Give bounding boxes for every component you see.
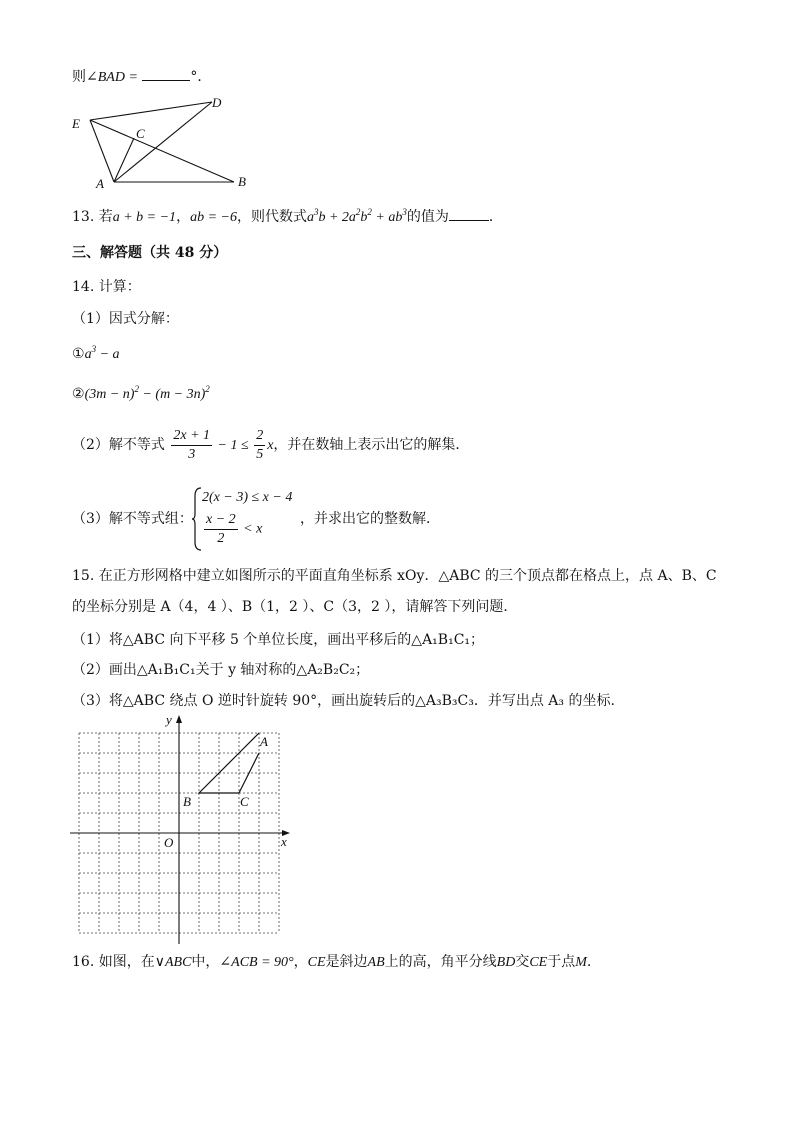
q12-label-B: B [238, 174, 246, 189]
q16-triangle: ∨ABC [154, 955, 192, 970]
q16-m: M [575, 955, 587, 970]
q13-tail: 的值为 [406, 209, 449, 225]
q13-sep: ， [176, 209, 191, 225]
triangle-ABC-side-CA [239, 733, 259, 753]
q13-end: ． [488, 209, 503, 225]
q12-expression: ∠BAD = [86, 70, 138, 85]
q16-number: 16. 如图，在 [72, 954, 155, 970]
q14-title: 14. 计算： [72, 279, 141, 295]
grid-label-B: B [183, 794, 191, 809]
q15-line-1: 15. 在正方形网格中建立如图所示的平面直角坐标系 xOy．△ABC 的三个顶点都在格点上，点 A、B、C [72, 568, 717, 584]
q14-part-2-prefix: （2）解不等式 [72, 437, 165, 453]
q13-condition-2: ab = −6 [190, 210, 237, 225]
q14-part-2 [72, 426, 469, 465]
q16-ce2: CE [529, 955, 548, 970]
q16-angle: ∠ACB = 90° [219, 955, 294, 970]
q14-item-2-mark: ② [72, 386, 85, 402]
q14-part-2-suffix: ，并在数轴上表示出它的解集． [273, 437, 470, 453]
q16-t4: 上的高，角平分线 [384, 954, 497, 970]
q14-inequality: $\frac{2x + 1}{3}$ − 1 ≤ $\frac{2}{5}$ x [173, 428, 274, 463]
q16-bd: BD [496, 955, 516, 970]
grid-label-x: x [281, 834, 287, 849]
q12-label-C: C [136, 126, 145, 141]
q12-geometry-figure [66, 92, 266, 192]
question-16 [72, 952, 591, 973]
q16-t2: ， [293, 954, 308, 970]
q15-step-1: （1）将△ABC 向下平移 5 个单位长度，画出平移后的△A₁B₁C₁； [72, 632, 485, 648]
q12-suffix: °． [190, 69, 212, 85]
q12-prefix: 则 [72, 69, 86, 85]
q13-number: 13. 若 [72, 209, 113, 225]
section-3-title: 三、解答题（共 48 分） [72, 245, 228, 261]
q12-label-E: E [72, 116, 80, 131]
q15-line-2: 的坐标分别是 A（4，4 ）、B（1，2 ）、C（3，2 ），请解答下列问题． [72, 599, 518, 615]
grid-label-A: A [260, 734, 268, 749]
q15-step-2: （2）画出△A₁B₁C₁关于 y 轴对称的△A₂B₂C₂； [72, 662, 370, 678]
q15-coordinate-grid [66, 712, 296, 947]
grid-label-C: C [240, 794, 249, 809]
q13-expression: $a^3b + 2a^2b^2 + ab^3$ [306, 207, 407, 225]
q13-mid: ，则代数式 [236, 209, 307, 225]
q14-item-2 [72, 384, 210, 405]
q14-item-1-mark: ① [72, 346, 85, 362]
grid-label-y: y [166, 712, 172, 727]
q16-t3: 是斜边 [325, 954, 368, 970]
q14-item-1 [72, 344, 120, 365]
grid-label-O: O [164, 835, 174, 850]
q16-ce: CE [307, 955, 326, 970]
q16-t7: . [586, 954, 592, 970]
q16-t5: 交 [515, 954, 530, 970]
q14-item-2-expr: $(3m - n)^2 - (m - 3n)^2$ [84, 384, 210, 402]
q14-part-3-prefix: （3）解不等式组： [72, 511, 193, 527]
q13-condition-1: a + b = −1 [112, 210, 177, 225]
q12-label-A: A [96, 176, 104, 191]
q16-t1: 中， [191, 954, 220, 970]
q15-step-3: （3）将△ABC 绕点 O 逆时针旋转 90°，画出旋转后的△A₃B₃C₃．并写出点 A₃ 的坐标. [72, 693, 615, 709]
q12-answer-blank[interactable] [142, 66, 190, 81]
question-13 [72, 206, 503, 228]
q12-answer-line [72, 66, 211, 88]
q16-t6: 于点 [547, 954, 576, 970]
q16-ab: AB [367, 955, 385, 970]
q14-system-eq-1: 2(x − 3) ≤ x − 4 [202, 490, 293, 505]
q14-item-1-expr: $a^3 - a$ [84, 344, 120, 362]
q14-part-1: （1）因式分解： [72, 311, 179, 327]
q12-label-D: D [212, 95, 222, 110]
q14-system-eq-2: $\frac{x - 2}{2}$ < x [206, 512, 263, 546]
q14-part-3-suffix: ，并求出它的整数解． [300, 511, 440, 527]
q13-answer-blank[interactable] [449, 206, 489, 221]
